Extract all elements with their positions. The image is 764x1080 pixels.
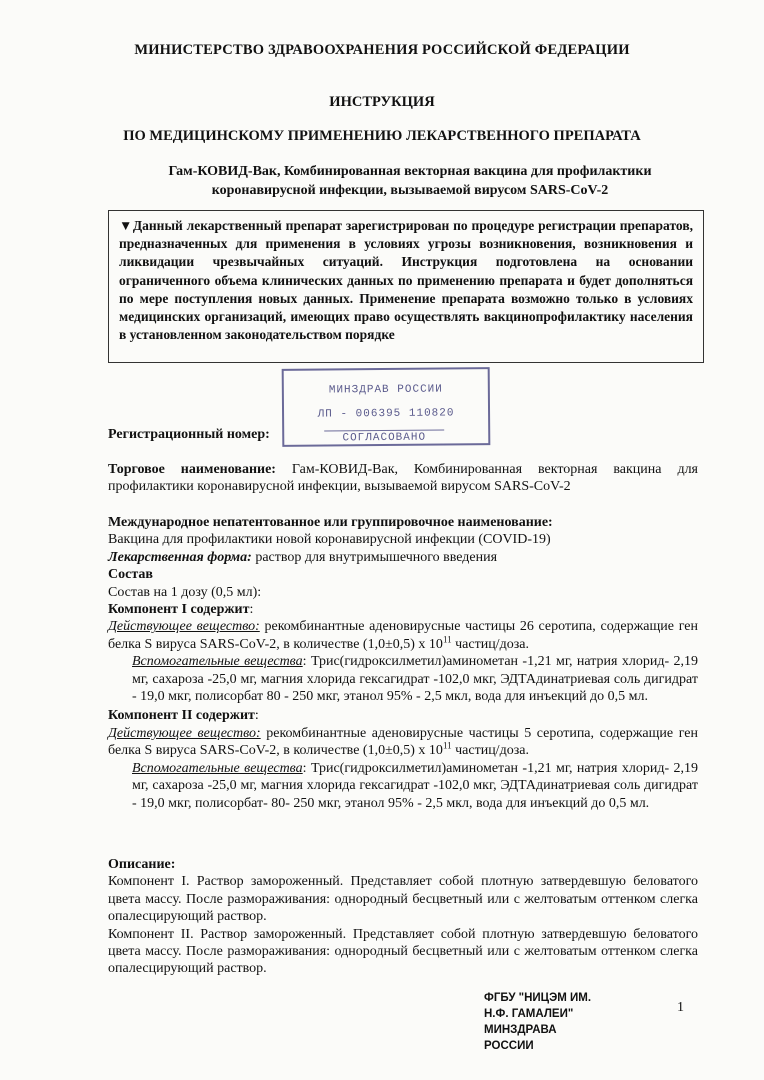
stamp-ministry: МИНЗДРАВ РОССИИ — [328, 383, 443, 397]
component2-excipients: Вспомогательные вещества: Трис(гидроксилметил)аминометан -1,21 мг, натрия хлорид- 2,19 мг, сахароза -25,0 мг, магния хлорида гексагидрат -102,0 мкг, ЭДТАдинатриевая соль дигидрат - 19,0 мкг, полисорбат- 80- 250 мкг, этанол 95% - 2,5 мкл, вода для инъекций до 0,5 мл. — [132, 760, 699, 811]
dosage-form-label: Лекарственная форма: — [108, 549, 252, 565]
black-triangle-icon: ▼ — [119, 218, 133, 233]
product-title — [150, 162, 670, 200]
ministry-header: МИНИСТЕРСТВО ЗДРАВООХРАНЕНИЯ РОССИЙСКОЙ ФЕДЕРАЦИИ — [134, 42, 630, 58]
instruction-subtitle: ПО МЕДИЦИНСКОМУ ПРИМЕНЕНИЮ ЛЕКАРСТВЕННОГО ПРЕПАРАТА — [123, 128, 641, 144]
description-section — [108, 856, 698, 978]
dosage-form-value: раствор для внутримышечного введения — [251, 549, 498, 565]
inn-section — [108, 514, 698, 812]
component1-active: Действующее вещество: рекомбинантные аденовирусные частицы 26 серотипа, содержащие ген белка S вируса SARS-CoV-2, в количестве (1,0±0,5) х $10^{11}$ частиц/доза. — [108, 619, 698, 652]
trade-name-section — [108, 461, 698, 496]
footer-organization: ФГБУ "НИЦЭМ ИМ. Н.Ф. ГАМАЛЕИ" МИНЗДРАВА РОССИИ — [484, 992, 592, 1052]
component1-heading: Компонент I содержит: — [108, 602, 254, 618]
composition-heading: Состав — [108, 567, 153, 583]
page-number: 1 — [677, 1000, 684, 1015]
composition-per-dose: Состав на 1 дозу (0,5 мл): — [108, 584, 262, 600]
inn-label: Международное непатентованное или группировочное наименование: — [108, 515, 553, 530]
stamp-number: ЛП - 006395 110820 — [317, 407, 455, 421]
component2-active-label: Действующее вещество: — [108, 725, 261, 741]
stamp-approved: СОГЛАСОВАНО — [324, 429, 444, 444]
component1-excipients: Вспомогательные вещества: Трис(гидроксилметил)аминометан -1,21 мг, натрия хлорид- 2,19 мг, сахароза -25,0 мг, магния хлорида гексагидрат -102,0 мкг, ЭДТАдинатриевая соль дигидрат - 19,0 мкг, полисорбат 80 - 250 мкг, этанол 95% - 2,5 мкл, вода для инъекций до 0,5 мл. — [132, 654, 699, 705]
registration-section — [108, 426, 698, 443]
registration-label: Регистрационный номер: — [108, 427, 270, 442]
description-component2: Компонент II. Раствор замороженный. Представляет собой плотную затвердевшую беловатого цвета массу. После размораживания: однородный бесцветный или с желтоватым оттенком слегка опалесцирующий раствор. — [108, 926, 698, 977]
component2-excipients-label: Вспомогательные вещества — [132, 760, 303, 776]
inn-value: Вакцина для профилактики новой коронавирусной инфекции (COVID-19) — [108, 532, 551, 548]
component1-excipients-label: Вспомогательные вещества — [132, 654, 303, 670]
description-heading: Описание: — [108, 857, 176, 872]
component2-active: Действующее вещество: рекомбинантные аденовирусные частицы 5 серотипа, содержащие ген белка S вируса SARS-CoV-2, в количестве (1,0±0,5) х $10^{11}$ частиц/доза. — [108, 725, 698, 759]
warning-box — [108, 210, 704, 363]
product-title-line2: коронавирусной инфекции, вызываемой вирусом SARS-CoV-2 — [211, 183, 609, 198]
description-component1: Компонент I. Раствор замороженный. Представляет собой плотную затвердевшую беловатого цвета массу. После размораживания: однородный бесцветный или с желтоватым оттенком слегка опалесцирующий раствор. — [108, 874, 698, 925]
component1-active-label: Действующее вещество: — [108, 619, 260, 635]
trade-name-value: Гам-КОВИД-Вак, Комбинированная векторная вакцина для профилактики коронавирусной инфекции, вызываемой вирусом SARS-CoV-2 — [108, 462, 698, 495]
product-title-line1: Гам-КОВИД-Вак, Комбинированная векторная вакцина для профилактики — [168, 164, 652, 179]
component2-heading: Компонент II содержит: — [108, 708, 259, 724]
warning-text: Данный лекарственный препарат зарегистрирован по процедуре регистрации препаратов, предназначенных для применения в условиях угрозы возникновения, возникновения и ликвидации чрезвычайных ситуаций. Инструкция подготовлена на основании ограниченного объема клинических данных по применению препарата и будет дополняться по мере поступления новых данных. Применение препарата возможно только в условиях медицинских организаций, имеющих право осуществлять вакцинопрофилактику населения в установленном законодательством порядке — [119, 218, 693, 343]
instruction-title: ИНСТРУКЦИЯ — [329, 94, 435, 110]
trade-name-label: Торговое наименование: — [108, 462, 276, 477]
